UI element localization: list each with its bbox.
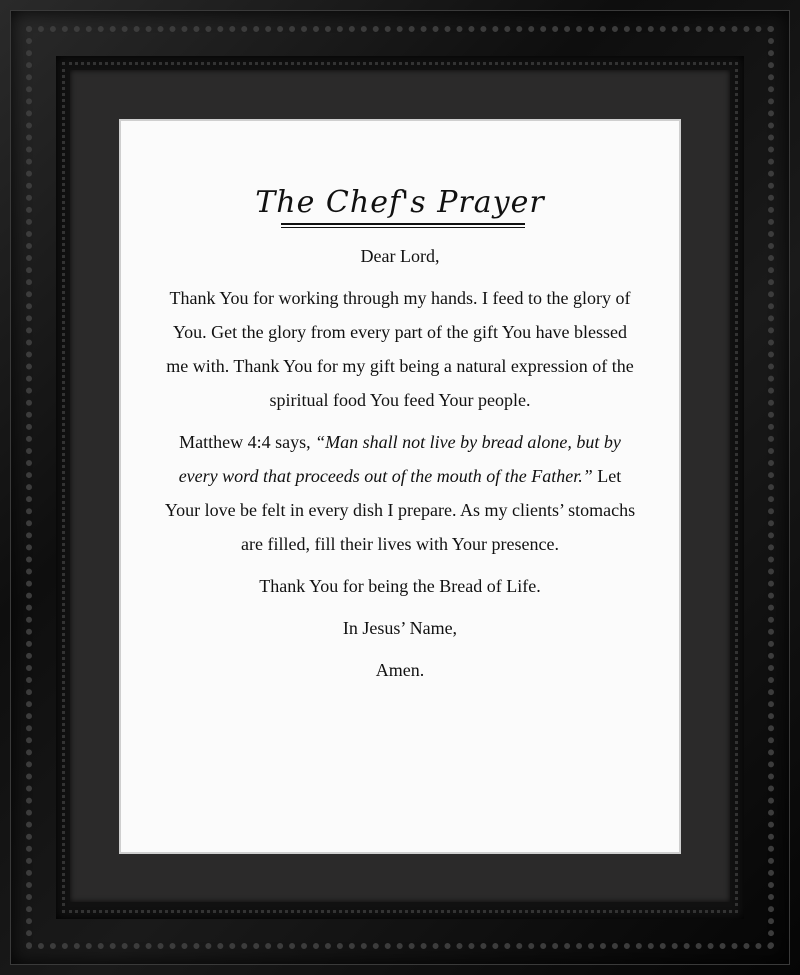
scripture-reference: Matthew 4:4 says, [179,432,316,452]
paragraph-2-rest: Let Your love be felt in every dish I prepare. As my clients’ stomachs are filled, fill their lives with Your presence. [164,466,636,554]
paragraph-1: Thank You for working through my hands. I feed to the glory of You. Get the glory from every part of the gift You have blessed me with. Thank You for my gift being a natural expression of the spiritual food You feed Your people. [166,288,634,410]
closing: In Jesus’ Name, [342,618,458,638]
paragraph-3: Thank You for being the Bread of Life. [259,576,541,596]
prayer-sheet [121,121,679,852]
prayer-title: The Chef's Prayer [255,185,545,220]
paragraph-2 [161,425,639,561]
scripture-quote: “Man shall not live by bread alone, but by every word that proceeds out of the mouth of the Father.” [178,432,621,486]
title-underline [281,223,525,225]
amen: Amen. [375,660,425,680]
title-underline-thin [281,227,525,228]
greeting: Dear Lord, [360,246,440,266]
prayer-body [161,239,639,695]
